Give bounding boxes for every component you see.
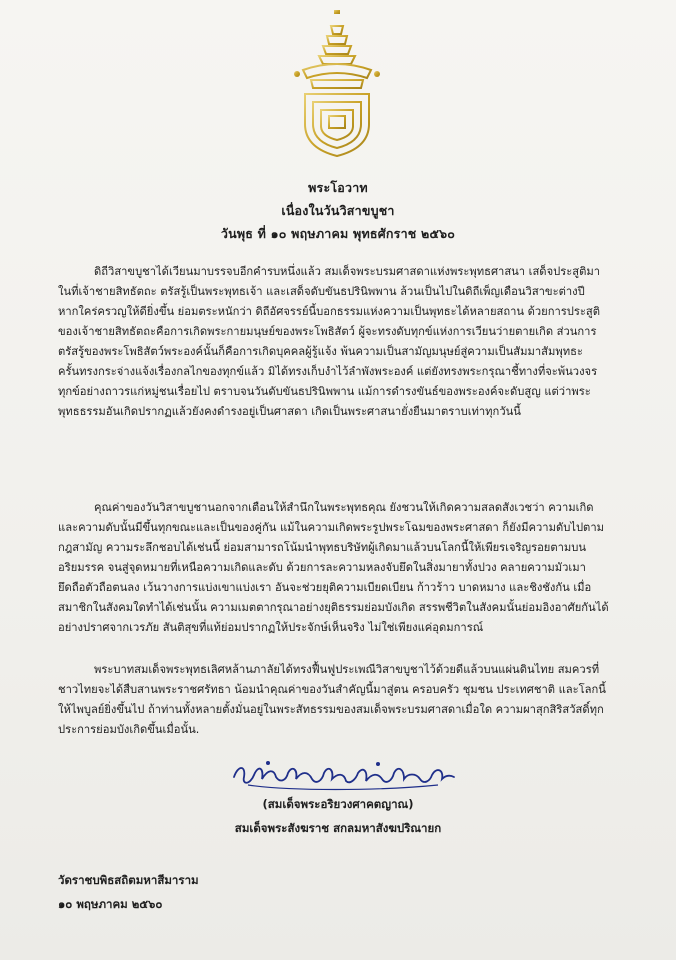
text-line: และความดับนั้นมีขึ้นทุกขณะและเป็นของคู่กัน แม้ในความเกิดพระรูปพระโฉมของพระศาสดา ก็ยังมีความดับไปตาม xyxy=(58,521,604,534)
text-line: ตรัสรู้ของพระโพธิสัตว์พระองค์นั้นก็คือการเกิดบุคคลผู้รู้แจ้ง พ้นความเป็นสามัญมนุษย์สู่ความเป็นสัมมาสัมพุทธะ xyxy=(58,345,583,358)
text-line: อริยมรรค จนสู่จุดหมายที่เหนือความเกิดและดับ ด้วยการละความหลงจับยึดในสิ่งมายาทั้งปวง คลายความมัวเมา xyxy=(58,561,586,574)
paragraph-1 xyxy=(58,262,650,422)
handwritten-signature xyxy=(228,755,458,795)
paragraph-3 xyxy=(58,660,650,740)
document-subtitle: เนื่องในวันวิสาขบูชา xyxy=(281,203,395,218)
text-line: สมาชิกในสังคมใดทำได้เช่นนั้น ความเมตตากรุณาอย่างยุติธรรมย่อมบังเกิด สรรพชีวิตในสังคมนั้นย่อมอิงอาศัยกันได้ xyxy=(58,601,609,614)
royal-emblem-icon xyxy=(283,8,391,160)
text-line: หากใคร่ครวญให้ดียิ่งขึ้น ย่อมตระหนักว่า ดิถีอัศจรรย์นี้บอกธรรมแห่งความเป็นพุทธะได้หลายสถาน ด้วยการประสูติ xyxy=(58,305,601,318)
text-line: ประการย่อมบังเกิดขึ้นเมื่อนั้น. xyxy=(58,723,200,736)
text-line: พระบาทสมเด็จพระพุทธเลิศหล้านภาลัยได้ทรงฟื้นฟูประเพณีวิสาขบูชาไว้ด้วยดีแล้วบนแผ่นดินไทย สมควรที่ xyxy=(94,663,600,676)
footer-date: ๑๐ พฤษภาคม ๒๕๖๐ xyxy=(58,897,163,911)
signatory-title: สมเด็จพระสังฆราช สกลมหาสังฆปริณายก xyxy=(234,821,442,835)
text-line: ยึดถือตัวถือตนลง เว้นวางการแบ่งเขาแบ่งเรา อันจะช่วยยุติความเบียดเบียน ก้าวร้าว บาดหมาง และชิงชังกัน เมื่อ xyxy=(58,581,592,594)
text-line: ทุกข์อย่างถาวรแก่หมู่ชนเรื่อยไป ตราบจนวันดับขันธปรินิพพาน แม้การดำรงขันธ์ของพระองค์จะดับสูญ แต่ว่าพระ xyxy=(58,385,591,398)
text-line: ดิถีวิสาขบูชาได้เวียนมาบรรจบอีกคำรบหนึ่งแล้ว สมเด็จพระบรมศาสดาแห่งพระพุทธศาสนา เสด็จประสูติมา xyxy=(94,265,600,278)
text-line: พุทธธรรมอันเกิดปรากฏแล้วยังคงดำรงอยู่เป็นศาสดา เกิดเป็นพระศาสนายั่งยืนมาตราบเท่าทุกวันนี้ xyxy=(58,405,521,418)
text-line: ครั้นทรงกระจ่างแจ้งเรื่องกลไกของทุกข์แล้ว มิได้ทรงเก็บงำไว้ลำพังพระองค์ แต่ยังทรงพระกรุณาชี้ทางที่จะพ้นวงจร xyxy=(58,365,598,378)
text-line: ในที่เจ้าชายสิทธัตถะ ตรัสรู้เป็นพระพุทธเจ้า และเสด็จดับขันธปรินิพพาน ล้วนเป็นไปในดิถีเพ็ญเดือนวิสาขะต่างปี xyxy=(58,285,585,298)
text-line: กฎสามัญ ความระลึกชอบได้เช่นนี้ ย่อมสามารถโน้มนำพุทธบริษัทผู้เกิดมาแล้วบนโลกนี้ให้เพียรเจริญรอยตามบน xyxy=(58,541,587,554)
footer-place: วัดราชบพิธสถิตมหาสีมาราม xyxy=(58,873,199,887)
text-line: อย่างปราศจากเวรภัย สันติสุขที่แท้ย่อมปรากฏให้ประจักษ์เห็นจริง ไม่ใช่เพียงแค่อุดมการณ์ xyxy=(58,621,484,634)
signatory-name: (สมเด็จพระอริยวงศาคตญาณ) xyxy=(262,797,414,811)
paragraph-2 xyxy=(58,498,650,638)
text-line: ชาวไทยจะได้สืบสานพระราชศรัทธา น้อมนำคุณค่าของวันสำคัญนี้มาสู่ตน ครอบครัว ชุมชน ประเทศชาติ และโลกนี้ xyxy=(58,683,606,696)
text-line: คุณค่าของวันวิสาขบูชานอกจากเตือนให้สำนึกในพระพุทธคุณ ยังชวนให้เกิดความสลดสังเวชว่า ความเกิด xyxy=(94,501,594,514)
document-title: พระโอวาท xyxy=(308,180,368,195)
text-line: ให้ไพบูลย์ยิ่งขึ้นไป ถ้าท่านทั้งหลายตั้งมั่นอยู่ในพระสัทธรรมของสมเด็จพระบรมศาสดาเมื่อใด ความผาสุกสิริสวัสดิ์ทุก xyxy=(58,703,604,716)
document-date: วันพุธ ที่ ๑๐ พฤษภาคม พุทธศักราช ๒๕๖๐ xyxy=(220,226,456,241)
text-line: ของเจ้าชายสิทธัตถะคือการเกิดพระกายมนุษย์ของพระโพธิสัตว์ ผู้จะทรงดับทุกข์แห่งการเวียนว่ายตายเกิด ส่วนการ xyxy=(58,325,597,338)
